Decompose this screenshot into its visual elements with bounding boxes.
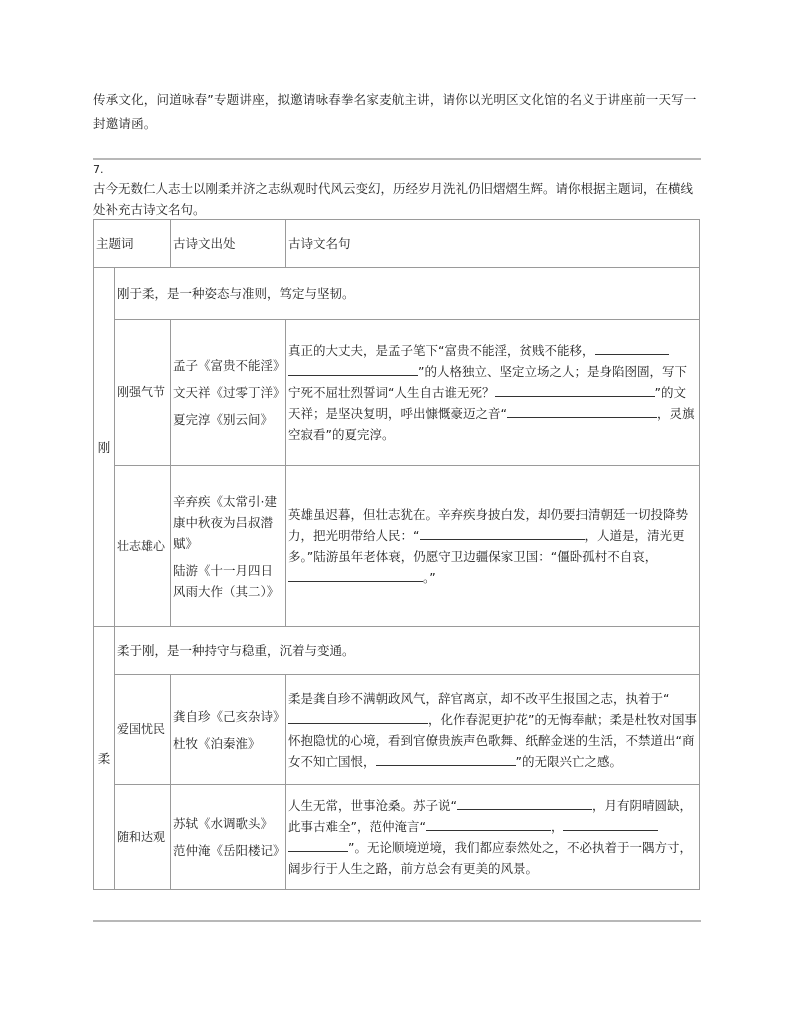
source-text: 辛弃疾《太常引·建康中秋夜为吕叔潜赋》 [173,493,277,551]
answer-blank[interactable] [288,709,428,724]
theme-cell: 刚强气节 [115,320,171,466]
table-header-row [94,220,700,268]
answer-blank[interactable] [426,816,551,831]
theme-cell: 爱国忧民 [115,675,171,785]
group-label-rou: 柔 [94,627,115,890]
poetry-table [93,219,700,890]
table-row [94,268,700,320]
source-text: 夏完淳《别云间》 [173,412,274,427]
answer-blank[interactable] [288,361,418,376]
header-source: 古诗文出处 [171,220,286,268]
source-text: 陆游《十一月四日风雨大作（其二）》 [173,562,280,599]
divider-top [93,158,701,160]
quote-text: ，月有阴晴圆缺，此事古难全”，范仲淹言“ [288,798,693,834]
answer-blank[interactable] [457,795,592,810]
quote-text: ”。无论顺境逆境，我们都应泰然处之，不必执着于一隅方寸，阔步行于人生之路，前方总会有更美的风景。 [288,840,692,876]
quote-text: ，灵旗空寂看”的夏完淳。 [288,406,695,442]
table-row [94,627,700,675]
quote-text: 英雄虽迟暮，但壮志犹在。辛弃疾身披白发，却仍要扫清朝廷一切投降势力，把光明带给人民：“ [288,507,689,543]
source-cell [171,675,286,785]
header-quote: 古诗文名句 [286,220,700,268]
quote-text: ， [550,819,564,834]
header-theme: 主题词 [94,220,171,268]
answer-blank[interactable] [376,751,516,766]
gang-intro: 刚于柔，是一种姿态与准则，笃定与坚韧。 [115,268,700,320]
quote-text: ”的文天祥；是坚决复明，呼出慷慨豪迈之音“ [288,385,686,421]
source-text: 龚自珍《己亥杂诗》 [173,708,286,724]
answer-blank[interactable] [563,816,658,831]
source-text: 苏轼《水调歌头》 [173,816,274,831]
divider-bottom [93,920,701,922]
source-text: 杜牧《泊秦淮》 [173,735,261,751]
table-row [94,675,700,785]
source-cell [171,785,286,890]
source-text: 文天祥《过零丁洋》 [173,385,286,400]
rou-intro: 柔于刚，是一种持守与稳重，沉着与变通。 [115,627,700,675]
quote-text: ”的人格独立、坚定立场之人；是身陷囹圄，写下宁死不屈壮烈誓词“人生自古谁无死？ [288,364,687,400]
table-row [94,466,700,627]
table-row [94,320,700,466]
quote-text: ，化作春泥更护花”的无悔奉献；柔是杜牧对国事怀抱隐忧的心境，看到官僚贵族声色歌舞、纸醉金迷的生活，不禁道出“商女不知亡国恨， [288,711,697,769]
answer-blank[interactable] [420,525,585,540]
theme-cell: 壮志雄心 [115,466,171,627]
quote-cell [286,466,700,627]
quote-text: ，人道是，清光更多。”陆游虽年老体衰，仍愿守卫边疆保家卫国：“僵卧孤村不自哀， [288,528,685,564]
quote-text: 柔是龚自珍不满朝政风气，辞官离京，却不改平生报国之志，执着于“ [288,690,670,706]
answer-blank[interactable] [507,403,657,418]
quote-cell [286,675,700,785]
source-text: 范仲淹《岳阳楼记》 [173,843,286,858]
table-row [94,785,700,890]
quote-text: 。” [423,570,436,585]
source-cell [171,320,286,466]
intro-paragraph: 传承文化，问道咏春”专题讲座，拟邀请咏春拳名家麦航主讲，请你以光明区文化馆的名义于讲座前一天写一封邀请函。 [93,92,697,131]
answer-blank[interactable] [288,837,348,852]
answer-blank[interactable] [495,382,655,397]
source-text: 孟子《富贵不能淫》 [173,358,286,373]
question-number: 7. [93,163,104,176]
quote-text: 真正的大丈夫，是孟子笔下“富贵不能淫，贫贱不能移， [288,343,595,358]
group-label-gang: 刚 [94,268,115,627]
answer-blank[interactable] [595,340,669,355]
quote-text: ”的无限兴亡之感。 [515,753,623,769]
question-prompt: 古今无数仁人志士以刚柔并济之志纵观时代风云变幻，历经岁月洗礼仍旧熠熠生辉。请你根据主题词，在横线处补充古诗文名句。 [93,181,694,217]
quote-text: 人生无常，世事沧桑。苏子说“ [288,798,457,813]
answer-blank[interactable] [288,567,423,582]
quote-cell [286,320,700,466]
quote-cell [286,785,700,890]
theme-cell: 随和达观 [115,785,171,890]
source-cell [171,466,286,627]
